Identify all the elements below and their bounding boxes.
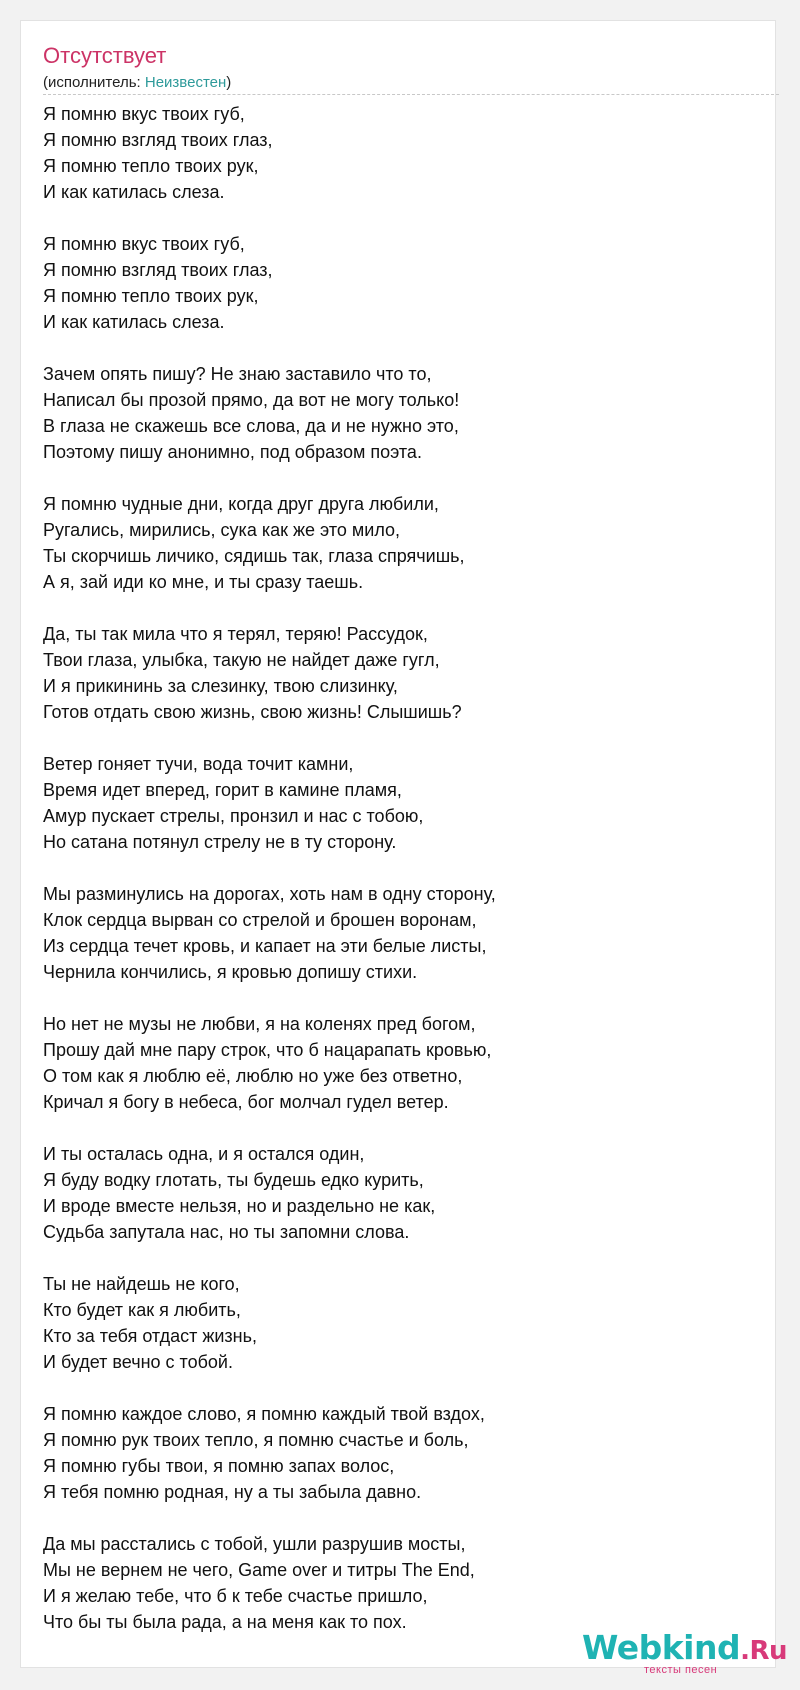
logo-wordmark: [582, 1628, 787, 1667]
logo-tagline: тексты песен: [644, 1664, 718, 1676]
lyric-line: Я помню вкус твоих губ,: [43, 104, 245, 124]
title-divider: [43, 94, 779, 95]
stanza: [43, 491, 763, 595]
lyric-line: Да мы расстались с тобой, ушли разрушив мосты,: [43, 1534, 466, 1554]
stanza: [43, 1531, 763, 1635]
lyric-line: Но нет не музы не любви, я на коленях пред богом,: [43, 1014, 476, 1034]
lyric-line: Мы не вернем не чего, Game over и титры The End,: [43, 1560, 475, 1580]
lyric-line: В глаза не скажешь все слова, да и не нужно это,: [43, 416, 459, 436]
lyric-line: Ты не найдешь не кого,: [43, 1274, 240, 1294]
lyric-line: Написал бы прозой прямо, да вот не могу только!: [43, 390, 460, 410]
lyrics-text: [43, 101, 763, 1661]
stanza: [43, 101, 763, 205]
lyric-line: Я помню тепло твоих рук,: [43, 286, 259, 306]
lyric-line: Я помню чудные дни, когда друг друга любили,: [43, 494, 439, 514]
lyric-line: И будет вечно с тобой.: [43, 1352, 233, 1372]
lyric-line: Поэтому пишу анонимно, под образом поэта.: [43, 442, 422, 462]
lyric-line: Мы разминулись на дорогах, хоть нам в одну сторону,: [43, 884, 496, 904]
lyric-line: Твои глаза, улыбка, такую не найдет даже гугл,: [43, 650, 440, 670]
lyrics-card: [20, 20, 776, 1668]
stanza: [43, 361, 763, 465]
lyric-line: Ты скорчишь личико, сядишь так, глаза спрячишь,: [43, 546, 465, 566]
lyric-line: Я помню каждое слово, я помню каждый твой вздох,: [43, 1404, 485, 1424]
lyric-line: Ругались, мирились, сука как же это мило,: [43, 520, 401, 540]
lyric-line: И я прикининь за слезинку, твою слизинку,: [43, 676, 398, 696]
lyric-line: Ветер гоняет тучи, вода точит камни,: [43, 754, 354, 774]
lyric-line: Я помню взгляд твоих глаз,: [43, 260, 273, 280]
lyric-line: Амур пускает стрелы, пронзил и нас с тобою,: [43, 806, 424, 826]
lyric-line: Я помню взгляд твоих глаз,: [43, 130, 273, 150]
lyric-line: И вроде вместе нельзя, но и раздельно не как,: [43, 1196, 436, 1216]
lyric-line: Да, ты так мила что я терял, теряю! Рассудок,: [43, 624, 428, 644]
stanza: [43, 1141, 763, 1245]
stanza: [43, 751, 763, 855]
lyric-line: Кто будет как я любить,: [43, 1300, 241, 1320]
lyric-line: И как катилась слеза.: [43, 312, 225, 332]
lyric-line: О том как я люблю её, люблю но уже без ответно,: [43, 1066, 463, 1086]
lyric-line: Чернила кончились, я кровью допишу стихи.: [43, 962, 418, 982]
stanza: [43, 1271, 763, 1375]
logo-main-text: Webkind: [582, 1628, 741, 1667]
logo-tld-text: .Ru: [740, 1636, 788, 1666]
lyric-line: Я помню тепло твоих рук,: [43, 156, 259, 176]
lyric-line: Зачем опять пишу? Не знаю заставило что то,: [43, 364, 432, 384]
lyric-line: Кричал я богу в небеса, бог молчал гудел ветер.: [43, 1092, 449, 1112]
lyric-line: Клок сердца вырван со стрелой и брошен воронам,: [43, 910, 477, 930]
lyric-line: А я, зай иди ко мне, и ты сразу таешь.: [43, 572, 364, 592]
stanza: [43, 231, 763, 335]
artist-link[interactable]: Неизвестен: [144, 74, 227, 91]
stanza: [43, 881, 763, 985]
lyric-line: Я помню вкус твоих губ,: [43, 234, 245, 254]
lyric-line: И ты осталась одна, и я остался один,: [43, 1144, 365, 1164]
lyric-line: Я помню губы твои, я помню запах волос,: [43, 1456, 395, 1476]
lyric-line: Судьба запутала нас, но ты запомни слова.: [43, 1222, 410, 1242]
stanza: [43, 1011, 763, 1115]
lyric-line: И как катилась слеза.: [43, 182, 225, 202]
lyric-line: Кто за тебя отдаст жизнь,: [43, 1326, 258, 1346]
song-title: Отсутствует: [43, 43, 167, 68]
stanza: [43, 1401, 763, 1505]
lyric-line: Время идет вперед, горит в камине пламя,: [43, 780, 402, 800]
lyric-line: Я тебя помню родная, ну а ты забыла давно.: [43, 1482, 422, 1502]
stanza: [43, 621, 763, 725]
site-logo: [582, 1628, 788, 1676]
lyric-line: И я желаю тебе, что б к тебе счастье пришло,: [43, 1586, 428, 1606]
lyric-line: Из сердца течет кровь, и капает на эти белые листы,: [43, 936, 487, 956]
lyric-line: Я буду водку глотать, ты будешь едко курить,: [43, 1170, 424, 1190]
lyric-line: Я помню рук твоих тепло, я помню счастье и боль,: [43, 1430, 469, 1450]
lyric-line: Но сатана потянул стрелу не в ту сторону.: [43, 832, 397, 852]
lyric-line: Готов отдать свою жизнь, свою жизнь! Слышишь?: [43, 702, 462, 722]
lyric-line: Прошу дай мне пару строк, что б нацарапать кровью,: [43, 1040, 492, 1060]
artist-prefix: (исполнитель:: [43, 74, 145, 91]
artist-line: [43, 74, 231, 91]
lyric-line: Что бы ты была рада, а на меня как то пох.: [43, 1612, 407, 1632]
artist-suffix: ): [226, 74, 232, 91]
